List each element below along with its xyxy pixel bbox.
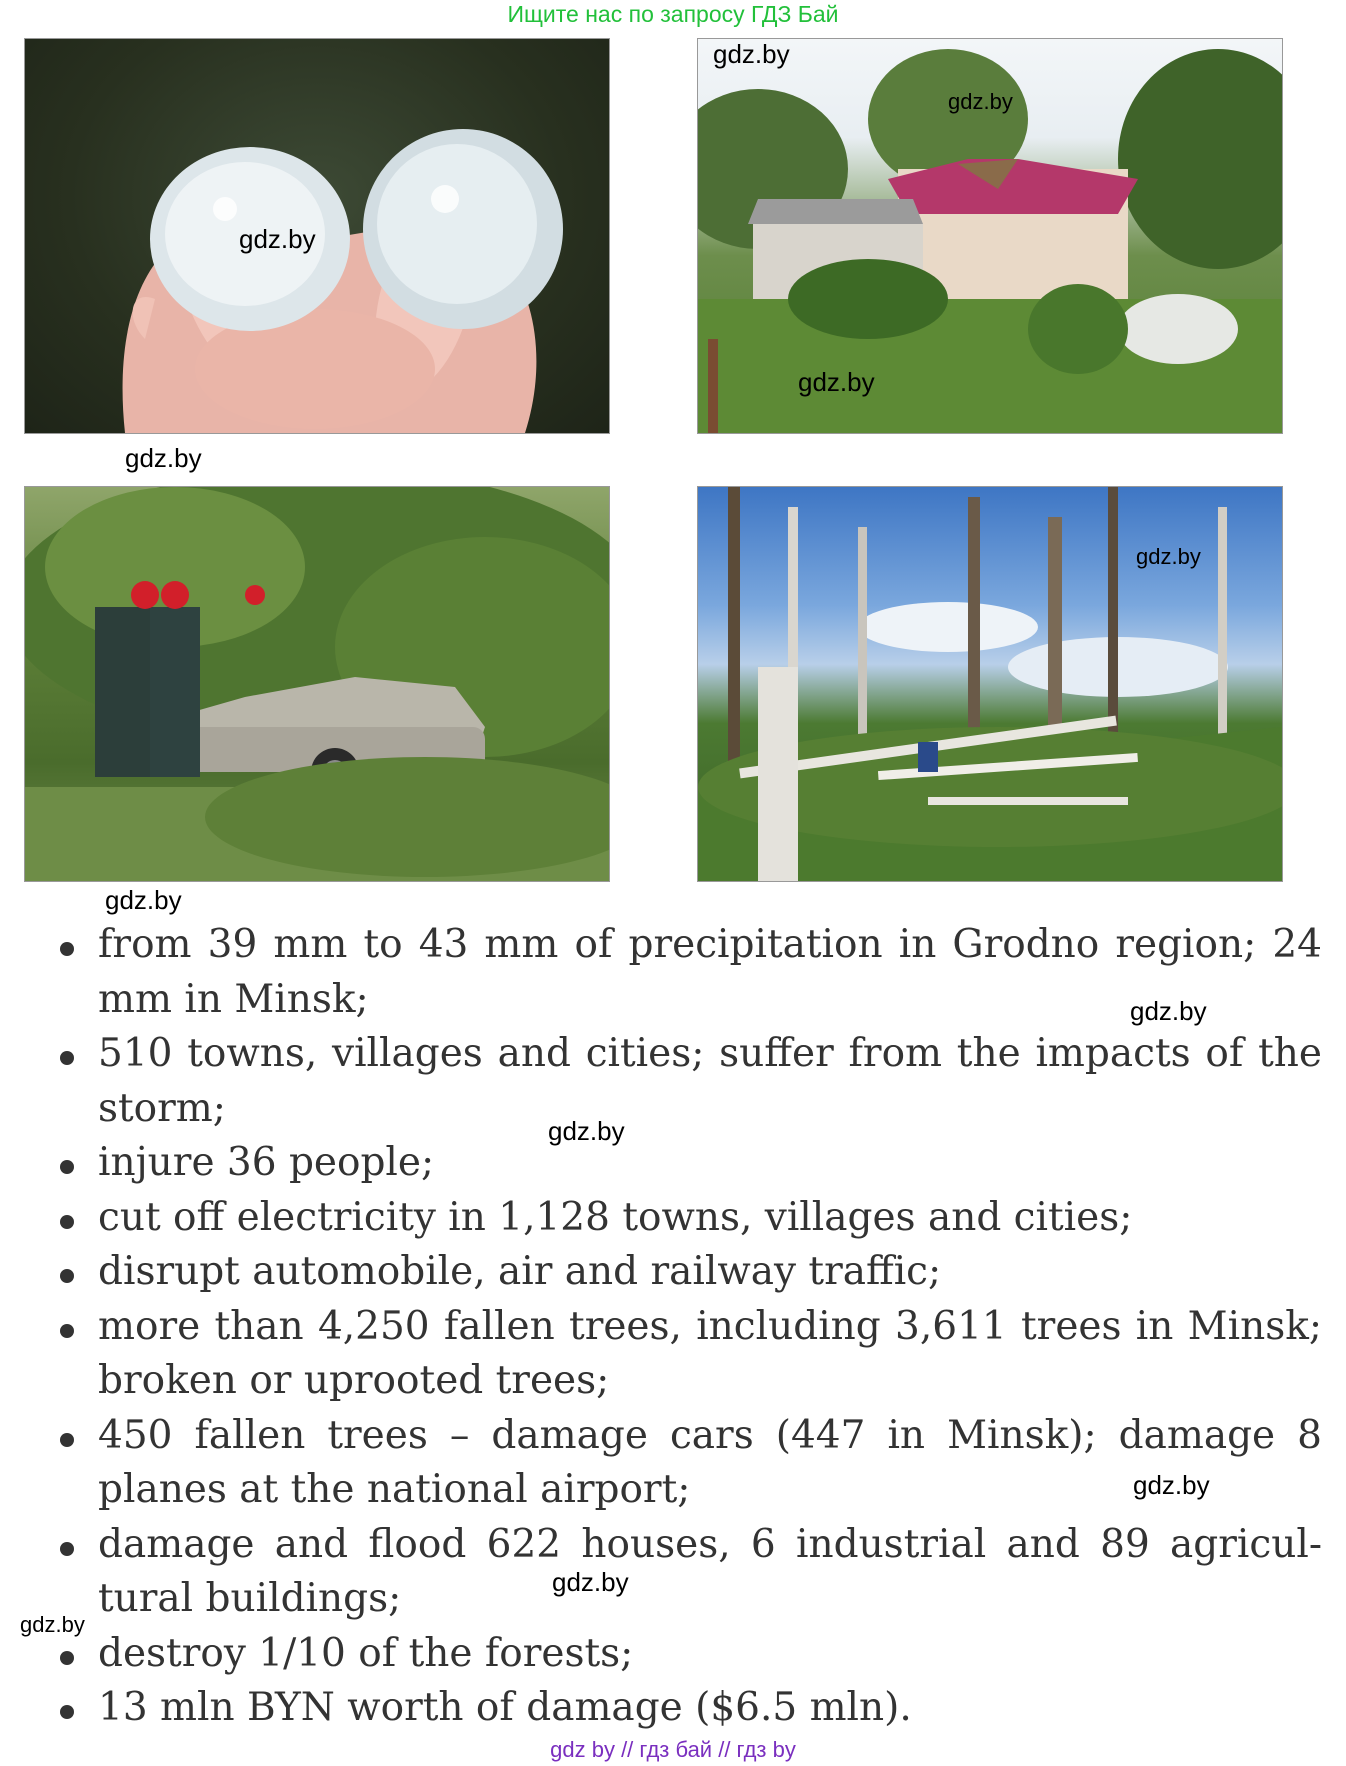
watermark: gdz.by [552,1567,629,1597]
bullet-icon [60,1324,74,1338]
list-item: injure 36 people; [58,1136,1322,1191]
car-photo [24,486,610,882]
top-banner[interactable]: Ищите нас по запросу ГДЗ Бай [507,1,839,27]
bullet-icon [60,1160,74,1174]
list-item: from 39 mm to 43 mm of precipitation in Grodno region; 24 mm in Minsk; [58,918,1322,1027]
bullet-icon [60,1651,74,1665]
bullet-icon [60,1051,74,1065]
list-item: 13 mln BYN worth of damage ($6.5 mln). [58,1681,1322,1736]
watermark: gdz.by [125,443,202,473]
hailstones-in-hands-photo [25,39,609,433]
watermark: gdz.by [548,1116,625,1146]
hail-photo [24,38,610,434]
watermark: gdz.by [20,1612,85,1637]
list-item: 450 fallen trees – damage cars (447 in Minsk); damage 8 planes at the national airport; [58,1409,1322,1518]
damage-facts-list [58,918,1322,1736]
watermark: gdz.by [798,367,875,397]
fallen-tree-on-car-photo [25,487,609,881]
house-photo [697,38,1283,434]
watermark: gdz.by [1133,1470,1210,1500]
forest-photo [697,486,1283,882]
list-item: damage and flood 622 houses, 6 industrial and 89 agricul-tural buildings; [58,1518,1322,1627]
bullet-icon [60,1433,74,1447]
watermark: gdz.by [1130,996,1207,1026]
bullet-icon [60,1705,74,1719]
bullet-icon [60,942,74,956]
bullet-icon [60,1215,74,1229]
list-item: cut off electricity in 1,128 towns, villages and cities; [58,1191,1322,1246]
footer[interactable]: gdz by // гдз бай // гдз by [550,1737,796,1762]
watermark: gdz.by [105,885,182,915]
bullet-icon [60,1269,74,1283]
watermark: gdz.by [713,39,790,69]
bullet-icon [60,1542,74,1556]
list-item: disrupt automobile, air and railway traffic; [58,1245,1322,1300]
watermark: gdz.by [1136,544,1201,569]
list-item: 510 towns, villages and cities; suffer from the impacts of the storm; [58,1027,1322,1136]
watermark: gdz.by [239,224,316,254]
list-item: destroy 1/10 of the forests; [58,1627,1322,1682]
list-item: more than 4,250 fallen trees, including 3,611 trees in Minsk; broken or uprooted trees; [58,1300,1322,1409]
watermark: gdz.by [948,89,1013,114]
